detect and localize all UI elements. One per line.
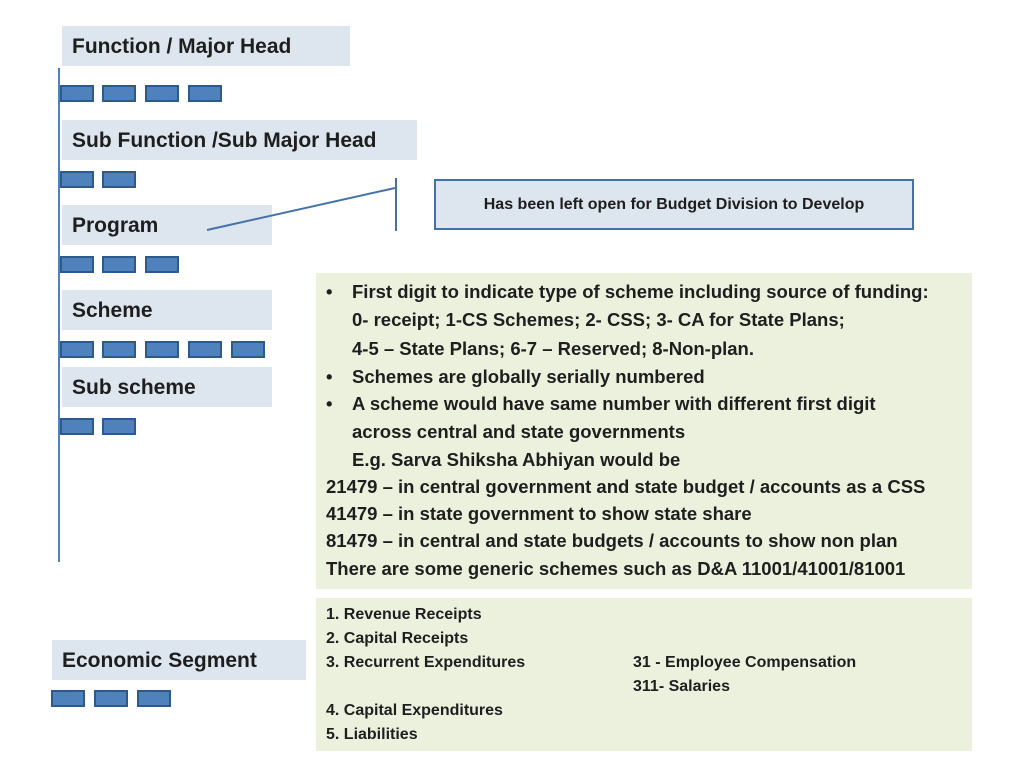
economic-item-5: 5. Liabilities [326,726,418,743]
economic-list-panel [316,598,972,751]
bullet-1-line-1: First digit to indicate type of scheme including source of funding: [352,281,929,302]
digit-box [60,418,94,435]
digit-box [102,418,136,435]
example-3: 81479 – in central and state budgets / accounts to show non plan [326,530,898,551]
digit-box [94,690,128,707]
digit-box [188,341,222,358]
function-major-head-label: Function / Major Head [62,26,350,66]
example-2: 41479 – in state government to show state share [326,503,752,524]
economic-item-1: 1. Revenue Receipts [326,606,482,623]
bullet-1-line-3: 4-5 – State Plans; 6-7 – Reserved; 8-Non-plan. [352,338,754,359]
economic-item-4: 4. Capital Expenditures [326,702,503,719]
note-text: Has been left open for Budget Division to Develop [483,195,865,213]
bullet-3-line-2: across central and state governments [352,421,686,442]
sub-scheme-label: Sub scheme [62,367,272,407]
digit-box [60,341,94,358]
economic-segment-label: Economic Segment [52,640,306,680]
scheme-label: Scheme [62,290,272,330]
connector-line [207,188,395,230]
bullet-icon: • [326,366,333,387]
economic-item-2: 2. Capital Receipts [326,630,469,647]
example-1: 21479 – in central government and state budget / accounts as a CSS [326,476,926,497]
note-box [434,179,914,230]
economic-item-3-sub-2: 311- Salaries [633,678,730,695]
economic-item-3: 3. Recurrent Expenditures [326,654,526,671]
digit-box [51,690,85,707]
example-intro: E.g. Sarva Shiksha Abhiyan would be [352,449,681,470]
digit-box [231,341,265,358]
scheme-notes-panel [316,273,972,589]
generic-schemes-note: There are some generic schemes such as D&A 11001/41001/81001 [326,558,906,579]
bullet-icon: • [326,281,333,302]
economic-item-3-sub-1: 31 - Employee Compensation [633,654,857,671]
bullet-icon: • [326,393,333,414]
bullet-2: Schemes are globally serially numbered [352,366,705,387]
digit-box [145,341,179,358]
bullet-3-line-1: A scheme would have same number with different first digit [352,393,876,414]
bullet-1-line-2: 0- receipt; 1-CS Schemes; 2- CSS; 3- CA for State Plans; [352,309,845,330]
program-label: Program [62,205,272,245]
digit-box [137,690,171,707]
sub-function-label: Sub Function /Sub Major Head [62,120,417,160]
digit-box [102,341,136,358]
